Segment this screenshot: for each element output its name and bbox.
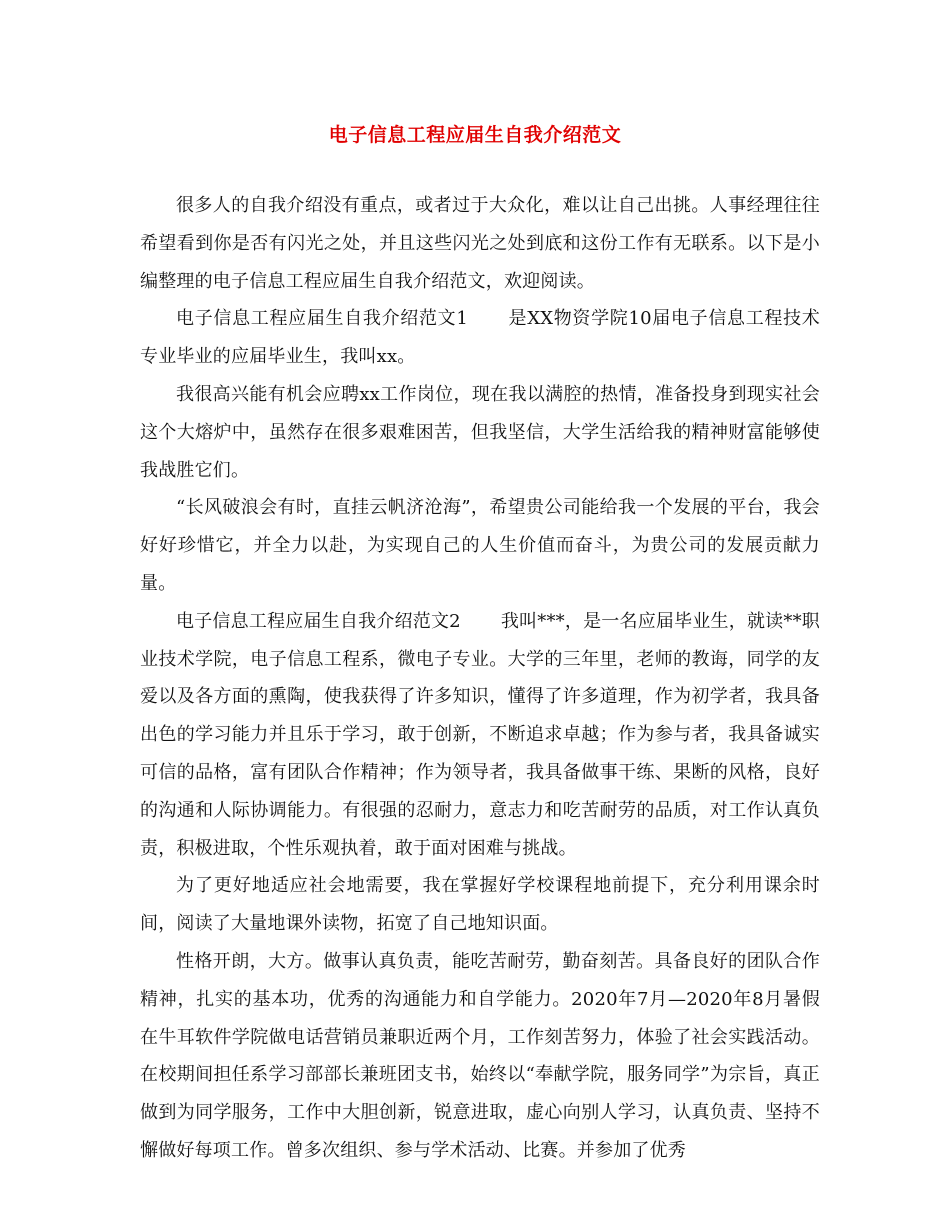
paragraph-text: 性格开朗，大方。做事认真负责，能吃苦耐劳，勤奋刻苦。具备良好的团队合作精神，扎实的基本功，优秀的沟通能力和自学能力。2020年7月—2020年8月暑假在牛耳软件学院做电话营销员兼职近两个月，工作刻苦努力，体验了社会实践活动。在校期间担任系学习部部长兼班团支书，始终以“奉献学院，服务同学”为宗旨，真正做到为同学服务，工作中大胆创新，锐意进取，虚心向别人学习，认真负责、坚持不懈做好每项工作。曾多次组织、参与学术活动、比赛。并参加了优秀 xyxy=(140,950,820,1161)
paragraph-text: 我很高兴能有机会应聘xx工作岗位，现在我以满腔的热情，准备投身到现实社会这个大熔炉中，虽然存在很多艰难困苦，但我坚信，大学生活给我的精神财富能够使我战胜它们。 xyxy=(140,383,820,481)
paragraph-sample-2 xyxy=(140,603,820,868)
paragraph-3 xyxy=(140,376,820,489)
paragraph-sample-1 xyxy=(140,300,820,376)
paragraph-6 xyxy=(140,867,820,943)
paragraph-text: 很多人的自我介绍没有重点，或者过于大众化，难以让自己出挑。人事经理往往希望看到你是否有闪光之处，并且这些闪光之处到底和这份工作有无联系。以下是小编整理的电子信息工程应届生自我介绍范文，欢迎阅读。 xyxy=(140,195,820,292)
paragraph-text: 我叫***，是一名应届毕业生，就读**职业技术学院，电子信息工程系，微电子专业。大学的三年里，老师的教诲，同学的友爱以及各方面的熏陶，使我获得了许多知识，懂得了许多道理，作为初学者，我具备出色的学习能力并且乐于学习，敢于创新，不断追求卓越；作为参与者，我具备诚实可信的品格，富有团队合作精神；作为领导者，我具备做事干练、果断的风格，良好的沟通和人际协调能力。有很强的忍耐力，意志力和吃苦耐劳的品质，对工作认真负责，积极进取，个性乐观执着，敢于面对困难与挑战。 xyxy=(140,610,820,859)
document-body xyxy=(140,187,820,1170)
paragraph-intro xyxy=(140,187,820,300)
paragraph-text: 是XX物资学院10届电子信息工程技术专业毕业的应届毕业生，我叫xx。 xyxy=(140,308,820,368)
document-title: 电子信息工程应届生自我介绍范文 xyxy=(328,124,622,146)
paragraph-7 xyxy=(140,943,820,1170)
paragraph-4 xyxy=(140,489,820,602)
paragraph-text: “长风破浪会有时，直挂云帆济沧海”，希望贵公司能给我一个发展的平台，我会好好珍惜它，并全力以赴，为实现自己的人生价值而奋斗，为贵公司的发展贡献力量。 xyxy=(140,497,820,594)
paragraph-text: 为了更好地适应社会地需要，我在掌握好学校课程地前提下，充分利用课余时间，阅读了大量地课外读物，拓宽了自己地知识面。 xyxy=(140,875,820,935)
sample-heading: 电子信息工程应届生自我介绍范文2 xyxy=(176,610,461,632)
sample-heading: 电子信息工程应届生自我介绍范文1 xyxy=(176,308,469,330)
